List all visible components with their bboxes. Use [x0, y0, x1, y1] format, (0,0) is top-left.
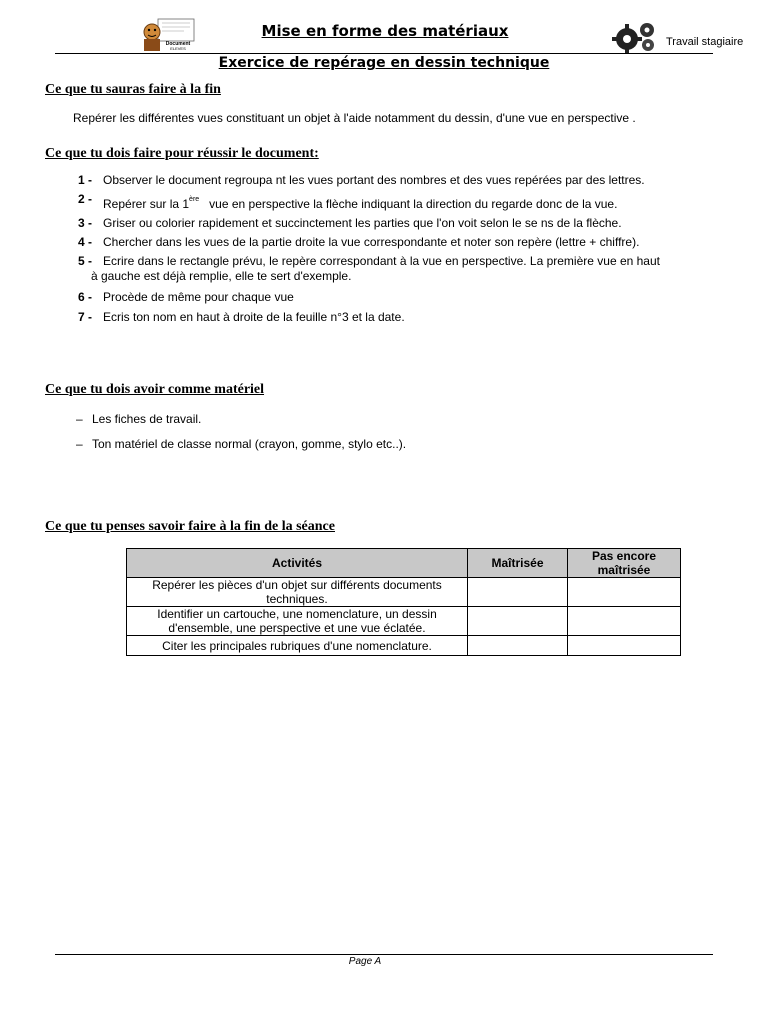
not-mastered-checkbox-cell[interactable]	[568, 636, 681, 656]
header-right-label: Travail stagiaire	[666, 36, 744, 48]
section-heading-steps: Ce que tu dois faire pour réussir le document:	[45, 146, 319, 161]
section-heading-self-assessment: Ce que tu penses savoir faire à la fin de la séance	[45, 519, 335, 534]
list-item	[78, 310, 718, 325]
table-row	[127, 578, 681, 607]
mastered-checkbox-cell[interactable]	[468, 636, 568, 656]
dash-bullet: –	[76, 412, 83, 426]
step-text: Ecris ton nom en haut à droite de la feuille n°3 et la date.	[103, 310, 405, 324]
section-heading-materials: Ce que tu dois avoir comme matériel	[45, 382, 265, 397]
list-item	[78, 216, 718, 231]
list-item-continuation	[78, 269, 718, 284]
step-text: Griser ou colorier rapidement et succinctement les parties que l'on voit selon le se ns de la flèche.	[103, 216, 622, 230]
header-divider	[55, 53, 713, 54]
mastered-checkbox-cell[interactable]	[468, 607, 568, 636]
step-text: Procède de même pour chaque vue	[103, 290, 294, 304]
table-header-not-mastered: Pas encore maîtrisée	[568, 549, 681, 578]
step-number: 7 -	[78, 310, 93, 324]
list-item	[78, 235, 718, 250]
step-number: 2 -	[78, 192, 93, 206]
list-item	[78, 290, 718, 305]
table-header-mastered: Maîtrisée	[468, 549, 568, 578]
self-assessment-table	[126, 548, 681, 656]
step-text: à gauche est déjà remplie, elle te sert d'exemple.	[91, 269, 352, 283]
document-eleves-logo	[140, 18, 196, 52]
table-row	[127, 636, 681, 656]
step-text: Chercher dans les vues de la partie droite la vue correspondante et noter son repère (lettre + chiffre).	[103, 235, 640, 249]
footer-divider	[55, 954, 713, 955]
logo-text-top: Document	[165, 41, 191, 47]
step-number: 6 -	[78, 290, 93, 304]
list-item	[76, 437, 406, 451]
not-mastered-checkbox-cell[interactable]	[568, 578, 681, 607]
table-header-activities: Activités	[127, 549, 468, 578]
list-item	[78, 254, 718, 269]
list-item	[78, 173, 718, 188]
activity-cell: Repérer les pièces d'un objet sur différents documents techniques.	[127, 578, 468, 607]
step-text: Repérer sur la 1ère vue en perspective la flèche indiquant la direction du regarde donc de la vue.	[103, 196, 618, 211]
list-item	[76, 412, 201, 426]
not-mastered-checkbox-cell[interactable]	[568, 607, 681, 636]
mastered-checkbox-cell[interactable]	[468, 578, 568, 607]
logo-text-bottom: ELEVES	[170, 46, 186, 51]
page-number: Page A	[348, 956, 382, 967]
gears-icon	[612, 20, 660, 54]
step-number: 5 -	[78, 254, 93, 268]
objective-text: Repérer les différentes vues constituant un objet à l'aide notamment du dessin, d'une vue en perspective .	[73, 111, 636, 125]
table-row	[127, 607, 681, 636]
section-heading-objectives: Ce que tu sauras faire à la fin	[45, 82, 221, 97]
material-item: Ton matériel de classe normal (crayon, gomme, stylo etc..).	[92, 437, 407, 451]
activity-cell: Citer les principales rubriques d'une nomenclature.	[127, 636, 468, 656]
steps-list	[78, 173, 718, 325]
list-item	[78, 192, 718, 212]
material-item: Les fiches de travail.	[92, 412, 202, 426]
header-title: Mise en forme des matériaux	[261, 22, 509, 40]
activity-cell: Identifier un cartouche, une nomenclature, un dessin d'ensemble, une perspective et une vue éclatée.	[127, 607, 468, 636]
page-subtitle: Exercice de repérage en dessin technique	[218, 55, 550, 71]
step-number: 3 -	[78, 216, 93, 230]
dash-bullet: –	[76, 437, 83, 451]
step-number: 4 -	[78, 235, 93, 249]
step-text: Observer le document regroupa nt les vues portant des nombres et des vues repérées par des lettres.	[103, 173, 645, 187]
step-text: Ecrire dans le rectangle prévu, le repère correspondant à la vue en perspective. La première vue en haut	[103, 254, 660, 268]
step-number: 1 -	[78, 173, 93, 187]
table-header-row	[127, 549, 681, 578]
